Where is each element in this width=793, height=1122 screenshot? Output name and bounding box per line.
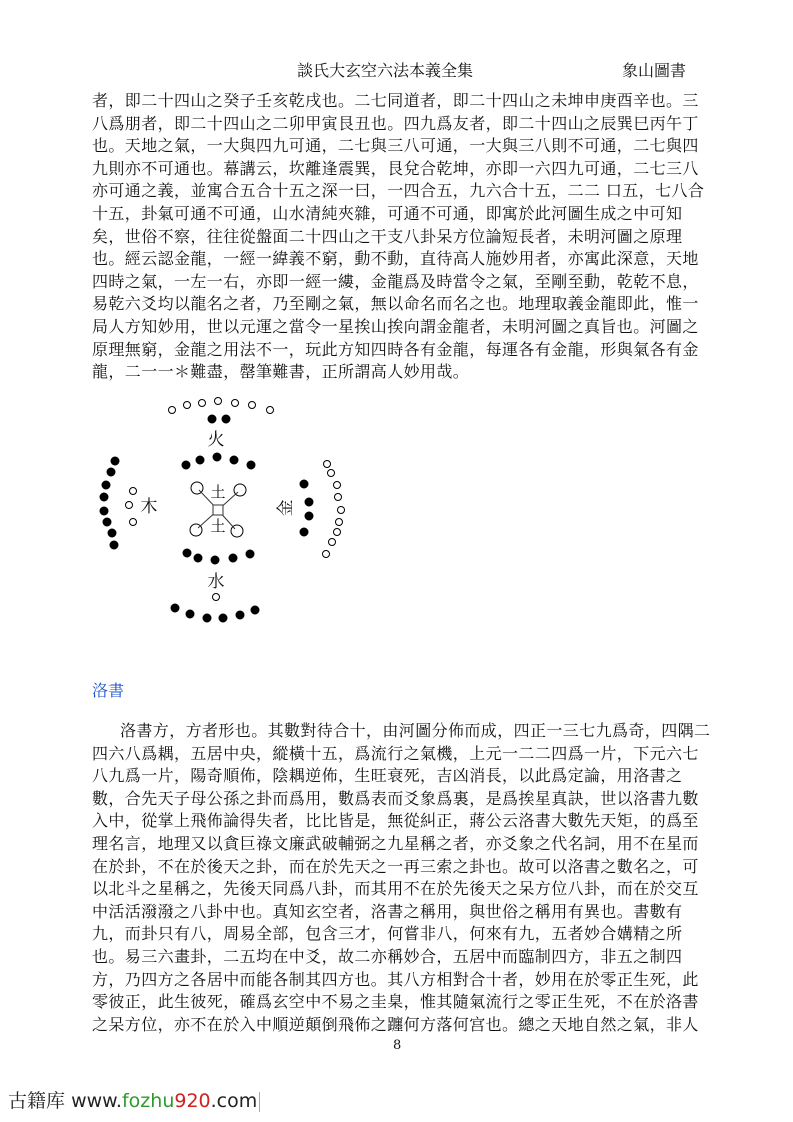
yin-dot <box>251 606 259 614</box>
section-heading: 洛書 <box>92 681 125 700</box>
yin-dot <box>182 461 190 469</box>
text-line: 四六八爲耦，五居中央，縱橫十五，爲流行之氣機，上元一二二四爲一片，下元六七 <box>92 743 699 763</box>
yang-circle <box>324 461 331 468</box>
yang-circle <box>335 494 342 501</box>
text-line: 之呆方位，亦不在於入中順逆顛倒飛佈之躔何方落何宫也。總之天地自然之氣，非人 <box>92 1014 699 1034</box>
wood-label: 木 <box>140 497 158 517</box>
text-line: 十五，卦氣可通不可通，山水清純夾雜，可通不可通，即寓於此河圖生成之中可知 <box>92 204 683 223</box>
yang-circle <box>184 402 191 409</box>
footer-site-name: 古籍库 <box>8 1090 66 1112</box>
text-line: 易乾六爻均以龍名之者，乃至剛之氣，無以命名而名之也。地理取義金龍即此，惟一 <box>92 294 699 314</box>
text-line: 者，即二十四山之癸子壬亥乾戌也。二七同道者，即二十四山之未坤申庚酉辛也。三 <box>92 91 699 110</box>
yin-dot <box>100 493 108 501</box>
earth-label-top: 土 <box>210 483 226 501</box>
yang-circle <box>328 470 335 477</box>
text-line: 方，乃四方之各居中而能各制其四方也。其八方相對合十者，妙用在於零正生死，此 <box>92 969 699 989</box>
yin-dot <box>219 614 227 622</box>
text-line: 數，合先天子母公孫之卦而爲用，數爲表而爻象爲裏，是爲挨星真訣，世以洛書九數 <box>92 788 699 808</box>
yang-circle <box>334 529 341 536</box>
yang-circle <box>329 539 336 546</box>
footer-url-b: 920 <box>174 1090 211 1112</box>
text-line: 理名言，地理又以貪巨祿文廉武破輔弼之九星稱之者，亦爻象之代名詞，用不在星而 <box>92 834 699 853</box>
yin-dot <box>247 461 255 469</box>
yin-dot <box>236 611 244 619</box>
yang-circle <box>336 519 343 526</box>
fire-label: 火 <box>207 430 225 450</box>
yin-dot <box>186 610 194 618</box>
text-line: 中活活潑潑之八卦中也。真知玄空者，洛書之稱用，與世俗之稱用有異也。書數有 <box>92 901 683 921</box>
text-line: 矣，世俗不察，往往從盤面二十四山之干支八卦呆方位論短長者，未明河圖之原理 <box>92 226 683 246</box>
text-line: 四時之氣，一左一右，亦即一經一縷，金龍爲及時當令之氣，至剛至動，乾乾不息， <box>92 271 699 291</box>
yin-dot <box>208 415 216 423</box>
yang-circle <box>334 482 341 489</box>
yin-dot <box>196 456 204 464</box>
earth-label-bottom: 土 <box>210 517 226 535</box>
footer-divider <box>259 1092 260 1112</box>
yang-circle <box>126 502 133 509</box>
yin-dot <box>229 554 237 562</box>
footer-url-prefix: www. <box>71 1090 122 1112</box>
yang-circle <box>215 398 222 405</box>
footer-url-a: fozhu <box>121 1090 175 1112</box>
yin-dot <box>203 614 211 622</box>
yang-circle <box>199 400 206 407</box>
yang-circle <box>323 551 330 558</box>
yin-dot <box>305 512 313 520</box>
water-label: 水 <box>207 572 225 592</box>
text-line: 洛書方，方者形也。其數對待合十，由河圖分佈而成，四正一三七九爲奇，四隅二 <box>120 721 711 740</box>
page-number: 8 <box>393 1038 402 1053</box>
book-title: 談氏大玄空六法本義全集 <box>297 61 474 80</box>
text-line: 八爲朋者，即二十四山之二卯甲寅艮丑也。四九爲友者，即二十四山之辰巽巳丙午丁 <box>92 113 699 133</box>
yin-dot <box>100 507 108 515</box>
yang-circle <box>249 402 256 409</box>
yang-circle <box>130 519 137 526</box>
yin-dot <box>305 498 313 506</box>
text-line: 入中，從掌上飛佈論得失者，比比皆是，無從糾正，蔣公云洛書大數先天矩，的爲至 <box>92 811 699 831</box>
yang-circle <box>130 488 137 495</box>
yin-dot <box>300 480 308 488</box>
text-line: 亦可通之義，並寓合五合十五之深一曰，一四合五，九六合十五，二二 口五，七八合 <box>92 181 705 201</box>
center-square <box>213 505 223 515</box>
yang-circle <box>169 407 176 414</box>
text-line: 龍，二一一＊難盡，罄筆難書，正所謂高人妙用哉。 <box>92 362 470 382</box>
text-line: 局人方知妙用，世以元運之當令一星挨山挨向謂金龍者，未明河圖之真旨也。河圖之 <box>92 317 699 336</box>
yin-dot <box>107 468 115 476</box>
yin-dot <box>222 415 230 423</box>
yang-circle <box>232 400 239 407</box>
text-line: 零彼正，此生彼死，確爲玄空中不易之圭臬，惟其隨氣流行之零正生死，不在於洛書 <box>92 992 699 1012</box>
yin-dot <box>194 554 202 562</box>
text-line: 八九爲一片，陽奇順佈，陰耦逆佈，生旺衰死，吉凶消長，以此爲定論，用洛書之 <box>92 766 683 786</box>
yin-dot <box>108 529 116 537</box>
yin-dot <box>171 604 179 612</box>
metal-label: 金 <box>276 499 296 517</box>
footer-url-suffix: .com <box>210 1090 258 1112</box>
yin-dot <box>103 518 111 526</box>
text-line: 也。天地之氣，一大與四九可通，二七與三八可通，一大與三八則不可通，二七與四 <box>92 136 699 156</box>
yang-circle <box>338 507 345 514</box>
yin-dot <box>246 550 254 558</box>
yang-circle <box>267 407 274 414</box>
yin-dot <box>230 456 238 464</box>
yin-dot <box>110 541 118 549</box>
text-line: 原理無窮，金龍之用法不一，玩此方知四時各有金龍，每運各有金龍，形與氣各有金 <box>92 339 699 359</box>
footer-watermark <box>8 1086 260 1113</box>
yin-dot <box>211 556 219 564</box>
text-line: 九則亦不可通也。幕講云，坎離逢震巽，艮兌合乾坤，亦即一六四九可通，二七三八 <box>92 158 699 178</box>
yin-dot <box>111 457 119 465</box>
text-line: 在於卦，不在於後天之卦，而在於先天之一再三索之卦也。故可以洛書之數名之，可 <box>92 856 699 876</box>
text-line: 也。經云認金龍，一經一緯義不窮，動不動，直待高人施妙用者，亦寓此深意，天地 <box>92 249 699 269</box>
yin-dot <box>213 453 221 461</box>
yin-dot <box>102 481 110 489</box>
yin-dot <box>183 549 191 557</box>
publisher: 象山圖書 <box>622 61 687 80</box>
text-line: 也。易三六畫卦，二五均在中爻，故二亦稱妙合，五居中而臨制四方，非五之制四 <box>92 947 683 966</box>
text-line: 以北斗之星稱之，先後天同爲八卦，而其用不在於先後天之呆方位八卦，而在於交互 <box>92 879 699 899</box>
yin-dot <box>300 528 308 536</box>
yang-circle <box>213 594 220 601</box>
text-line: 九，而卦只有八，周易全部，包含三才，何嘗非八，何來有九，五者妙合媾精之所 <box>92 924 683 944</box>
